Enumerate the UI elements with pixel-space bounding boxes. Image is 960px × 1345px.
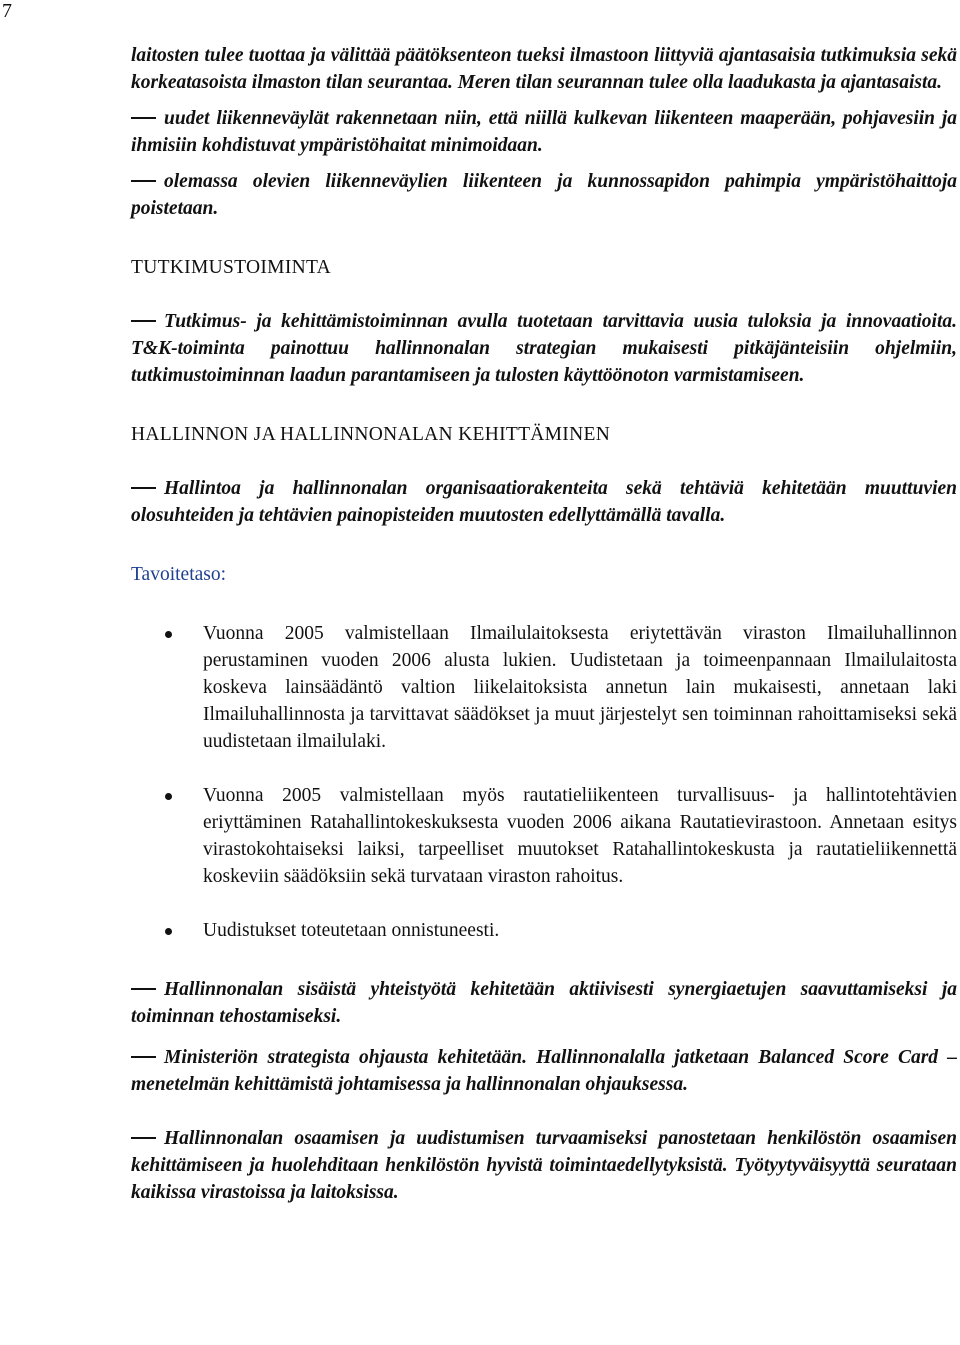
bullet-icon <box>165 928 172 935</box>
goal-text: Tutkimus- ja kehittämistoiminnan avulla tuotetaan tarvittavia uusia tuloksia ja innovaatioita. T&K-toiminta painottuu hallinnonalan strategian mukaisesti pitkäjänteisiin ohjelmiin, tutkimustoiminnan laadun parantamiseen ja tulosten käyttöönoton varmistamiseen. <box>131 311 957 386</box>
goal-text: Hallinnonalan osaamisen ja uudistumisen turvaamiseksi panostetaan henkilöstön osaamisen kehittämiseen ja huolehditaan henkilöstön hyvistä toimintaedellytyksistä. Työtyytyväisyyttä seurataan kaikissa virastoissa ja laitoksissa. <box>131 1128 957 1203</box>
list-item <box>131 620 957 755</box>
list-item <box>131 782 957 890</box>
intro-paragraph: laitosten tulee tuottaa ja välittää päätöksenteon tueksi ilmastoon liittyviä ajantasaisia tutkimuksia sekä korkeatasoista ilmaston tilan seurantaa. Meren tilan seurannan tulee olla laadukasta ja ajantasaista. <box>131 45 957 93</box>
goal-text: olemassa olevien liikenneväylien liikenteen ja kunnossapidon pahimpia ympäristöhaittoja poistetaan. <box>131 171 957 219</box>
dash-icon <box>131 1137 156 1139</box>
bullet-icon <box>165 793 172 800</box>
section-heading-administration: HALLINNON JA HALLINNONALAN KEHITTÄMINEN <box>131 424 611 445</box>
goal-item <box>131 475 957 529</box>
target-level-label: Tavoitetaso: <box>131 564 227 585</box>
goal-item <box>131 976 957 1030</box>
goal-item <box>131 105 957 159</box>
goal-text: uudet liikenneväylät rakennetaan niin, että niillä kulkevan liikenteen maaperään, pohjavesiin ja ihmisiin kohdistuvat ympäristöhaitat minimoidaan. <box>131 108 957 156</box>
list-item <box>131 917 957 944</box>
bullet-icon <box>165 631 172 638</box>
goal-text: Hallintoa ja hallinnonalan organisaatiorakenteita sekä tehtäviä kehitetään muuttuvien olosuhteiden ja tehtävien painopisteiden muutosten edellyttämällä tavalla. <box>131 478 957 526</box>
dash-icon <box>131 117 156 119</box>
target-bullet-list <box>131 620 957 944</box>
dash-icon <box>131 180 156 182</box>
page-number: 7 <box>2 0 12 22</box>
list-item-text: Vuonna 2005 valmistellaan myös rautatieliikenteen turvallisuus- ja hallintotehtävien eriyttäminen Ratahallintokeskuksesta vuoden 2006 aikana Rautatievirastoon. Annetaan esitys virastokohtaiseksi laiksi, tarpeelliset muutokset Ratahallintokeskusta ja rautatieliikennettä koskeviin säädöksiin sekä turvataan viraston rahoitus. <box>203 785 957 887</box>
list-item-text: Uudistukset toteutetaan onnistuneesti. <box>203 920 500 941</box>
dash-icon <box>131 1056 156 1058</box>
goal-text: Ministeriön strategista ohjausta kehitetään. Hallinnonalalla jatketaan Balanced Score Card –menetelmän kehittämistä johtamisessa ja hallinnonalan ohjauksessa. <box>131 1047 957 1095</box>
dash-icon <box>131 487 156 489</box>
dash-icon <box>131 320 156 322</box>
goal-item <box>131 308 957 389</box>
goal-text: Hallinnonalan sisäistä yhteistyötä kehitetään aktiivisesti synergiaetujen saavuttamiseksi ja toiminnan tehostamiseksi. <box>131 979 957 1027</box>
section-heading-research: TUTKIMUSTOIMINTA <box>131 257 332 278</box>
document-body <box>131 42 957 1206</box>
goal-item <box>131 1044 957 1098</box>
list-item-text: Vuonna 2005 valmistellaan Ilmailulaitoksesta eriytettävän viraston Ilmailuhallinnon perustaminen vuoden 2006 alusta lukien. Uudistetaan ja toimeenpannaan Ilmailulaitosta koskeva lainsäädäntö valtion liikelaitoksista annetun lain mukaisesti, annetaan laki Ilmailuhallinnosta ja tarvittavat säädökset ja muut järjestelyt sen toiminnan rahoittamiseksi sekä uudistetaan ilmailulaki. <box>203 623 957 752</box>
goal-item <box>131 1125 957 1206</box>
dash-icon <box>131 988 156 990</box>
goal-item <box>131 168 957 222</box>
